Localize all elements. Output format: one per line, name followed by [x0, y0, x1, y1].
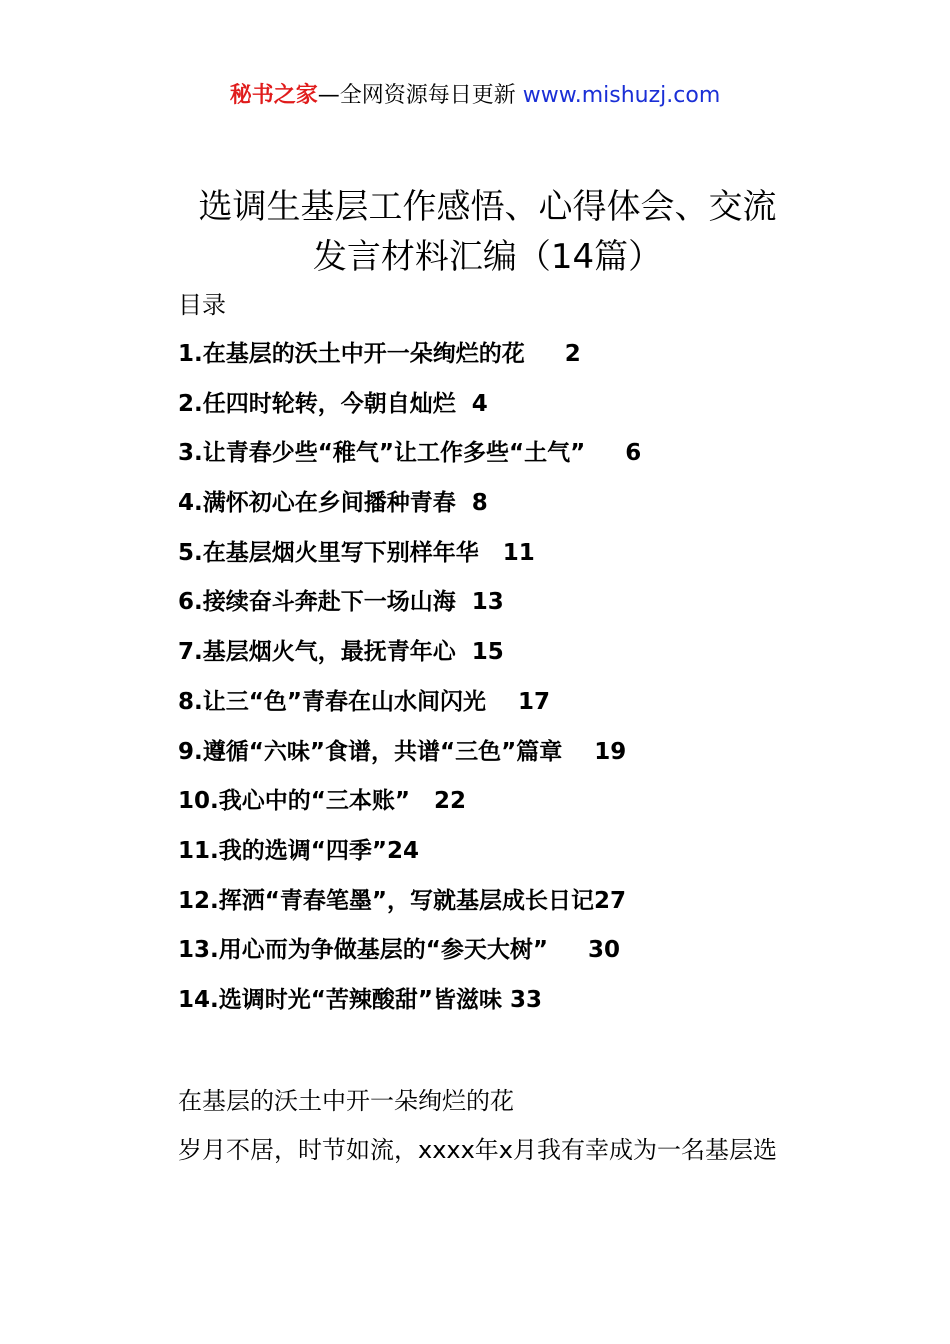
header-slogan: —全网资源每日更新 — [317, 83, 516, 108]
toc-item[interactable] — [178, 436, 898, 486]
toc-item[interactable] — [178, 585, 898, 635]
website-link[interactable]: www.mishuzj.com — [522, 83, 721, 108]
title-line-1: 选调生基层工作感悟、心得体会、交流 — [198, 187, 777, 227]
toc-item[interactable] — [178, 784, 898, 834]
brand-name: 秘书之家 — [229, 83, 318, 108]
toc-label: 目录 — [178, 291, 226, 319]
toc-item-page: 15 — [471, 639, 504, 666]
toc-item-title: 10.我心中的“三本账” — [178, 788, 410, 815]
toc-item-title: 7.基层烟火气，最抚青年心 — [178, 639, 456, 666]
toc-item-page: 17 — [518, 688, 551, 715]
title-line-2: 发言材料汇编（14篇） — [312, 237, 663, 277]
toc-item-page: 33 — [510, 986, 543, 1013]
toc-item-page: 2 — [564, 341, 581, 367]
toc-item-title: 5.在基层烟火里写下别样年华 — [178, 539, 479, 566]
toc-item[interactable] — [178, 387, 898, 437]
toc-item-title: 4.满怀初心在乡间播种青春 — [178, 490, 456, 517]
toc-item-page: 30 — [588, 937, 621, 964]
table-of-contents — [178, 337, 898, 1033]
toc-item[interactable] — [178, 933, 898, 983]
toc-item-page: 13 — [471, 589, 504, 616]
toc-item-title: 2.任四时轮转，今朝自灿烂 — [178, 390, 456, 417]
toc-item-title: 12.挥洒“青春笔墨”，写就基层成长日记 — [178, 887, 594, 914]
toc-item-page: 22 — [434, 788, 467, 815]
toc-item-page: 4 — [471, 390, 488, 417]
toc-item-title: 3.让青春少些“稚气”让工作多些“土气” — [178, 440, 586, 467]
toc-item-page: 11 — [502, 539, 535, 566]
toc-item-title: 14.选调时光“苦辣酸甜”皆滋味 — [178, 986, 502, 1013]
toc-item[interactable] — [178, 536, 898, 586]
toc-item-title: 11.我的选调“四季” — [178, 837, 387, 864]
toc-item-page: 24 — [386, 837, 419, 864]
toc-item-page: 19 — [594, 738, 627, 765]
toc-item-title: 8.让三“色”青春在山水间闪光 — [178, 688, 486, 715]
section-heading: 在基层的沃土中开一朵绚烂的花 — [178, 1087, 514, 1115]
toc-item[interactable] — [178, 834, 898, 884]
body-paragraph: 岁月不居，时节如流，xxxx年x月我有幸成为一名基层选 — [178, 1136, 778, 1164]
toc-item[interactable] — [178, 337, 898, 387]
toc-item-page: 6 — [625, 440, 642, 467]
page-header — [0, 80, 950, 112]
toc-item-title: 6.接续奋斗奔赴下一场山海 — [178, 589, 456, 616]
toc-item-title: 9.遵循“六味”食谱，共谱“三色”篇章 — [178, 738, 563, 765]
toc-item[interactable] — [178, 983, 898, 1033]
toc-item[interactable] — [178, 685, 898, 735]
toc-item[interactable] — [178, 884, 898, 934]
toc-item-page: 8 — [471, 490, 488, 517]
toc-item-title: 1.在基层的沃土中开一朵绚烂的花 — [178, 341, 525, 367]
toc-item[interactable] — [178, 635, 898, 685]
toc-item[interactable] — [178, 486, 898, 536]
toc-item-page: 27 — [593, 887, 626, 914]
toc-item-title: 13.用心而为争做基层的“参天大树” — [178, 937, 548, 964]
document-title — [100, 182, 875, 282]
toc-item[interactable] — [178, 735, 898, 785]
